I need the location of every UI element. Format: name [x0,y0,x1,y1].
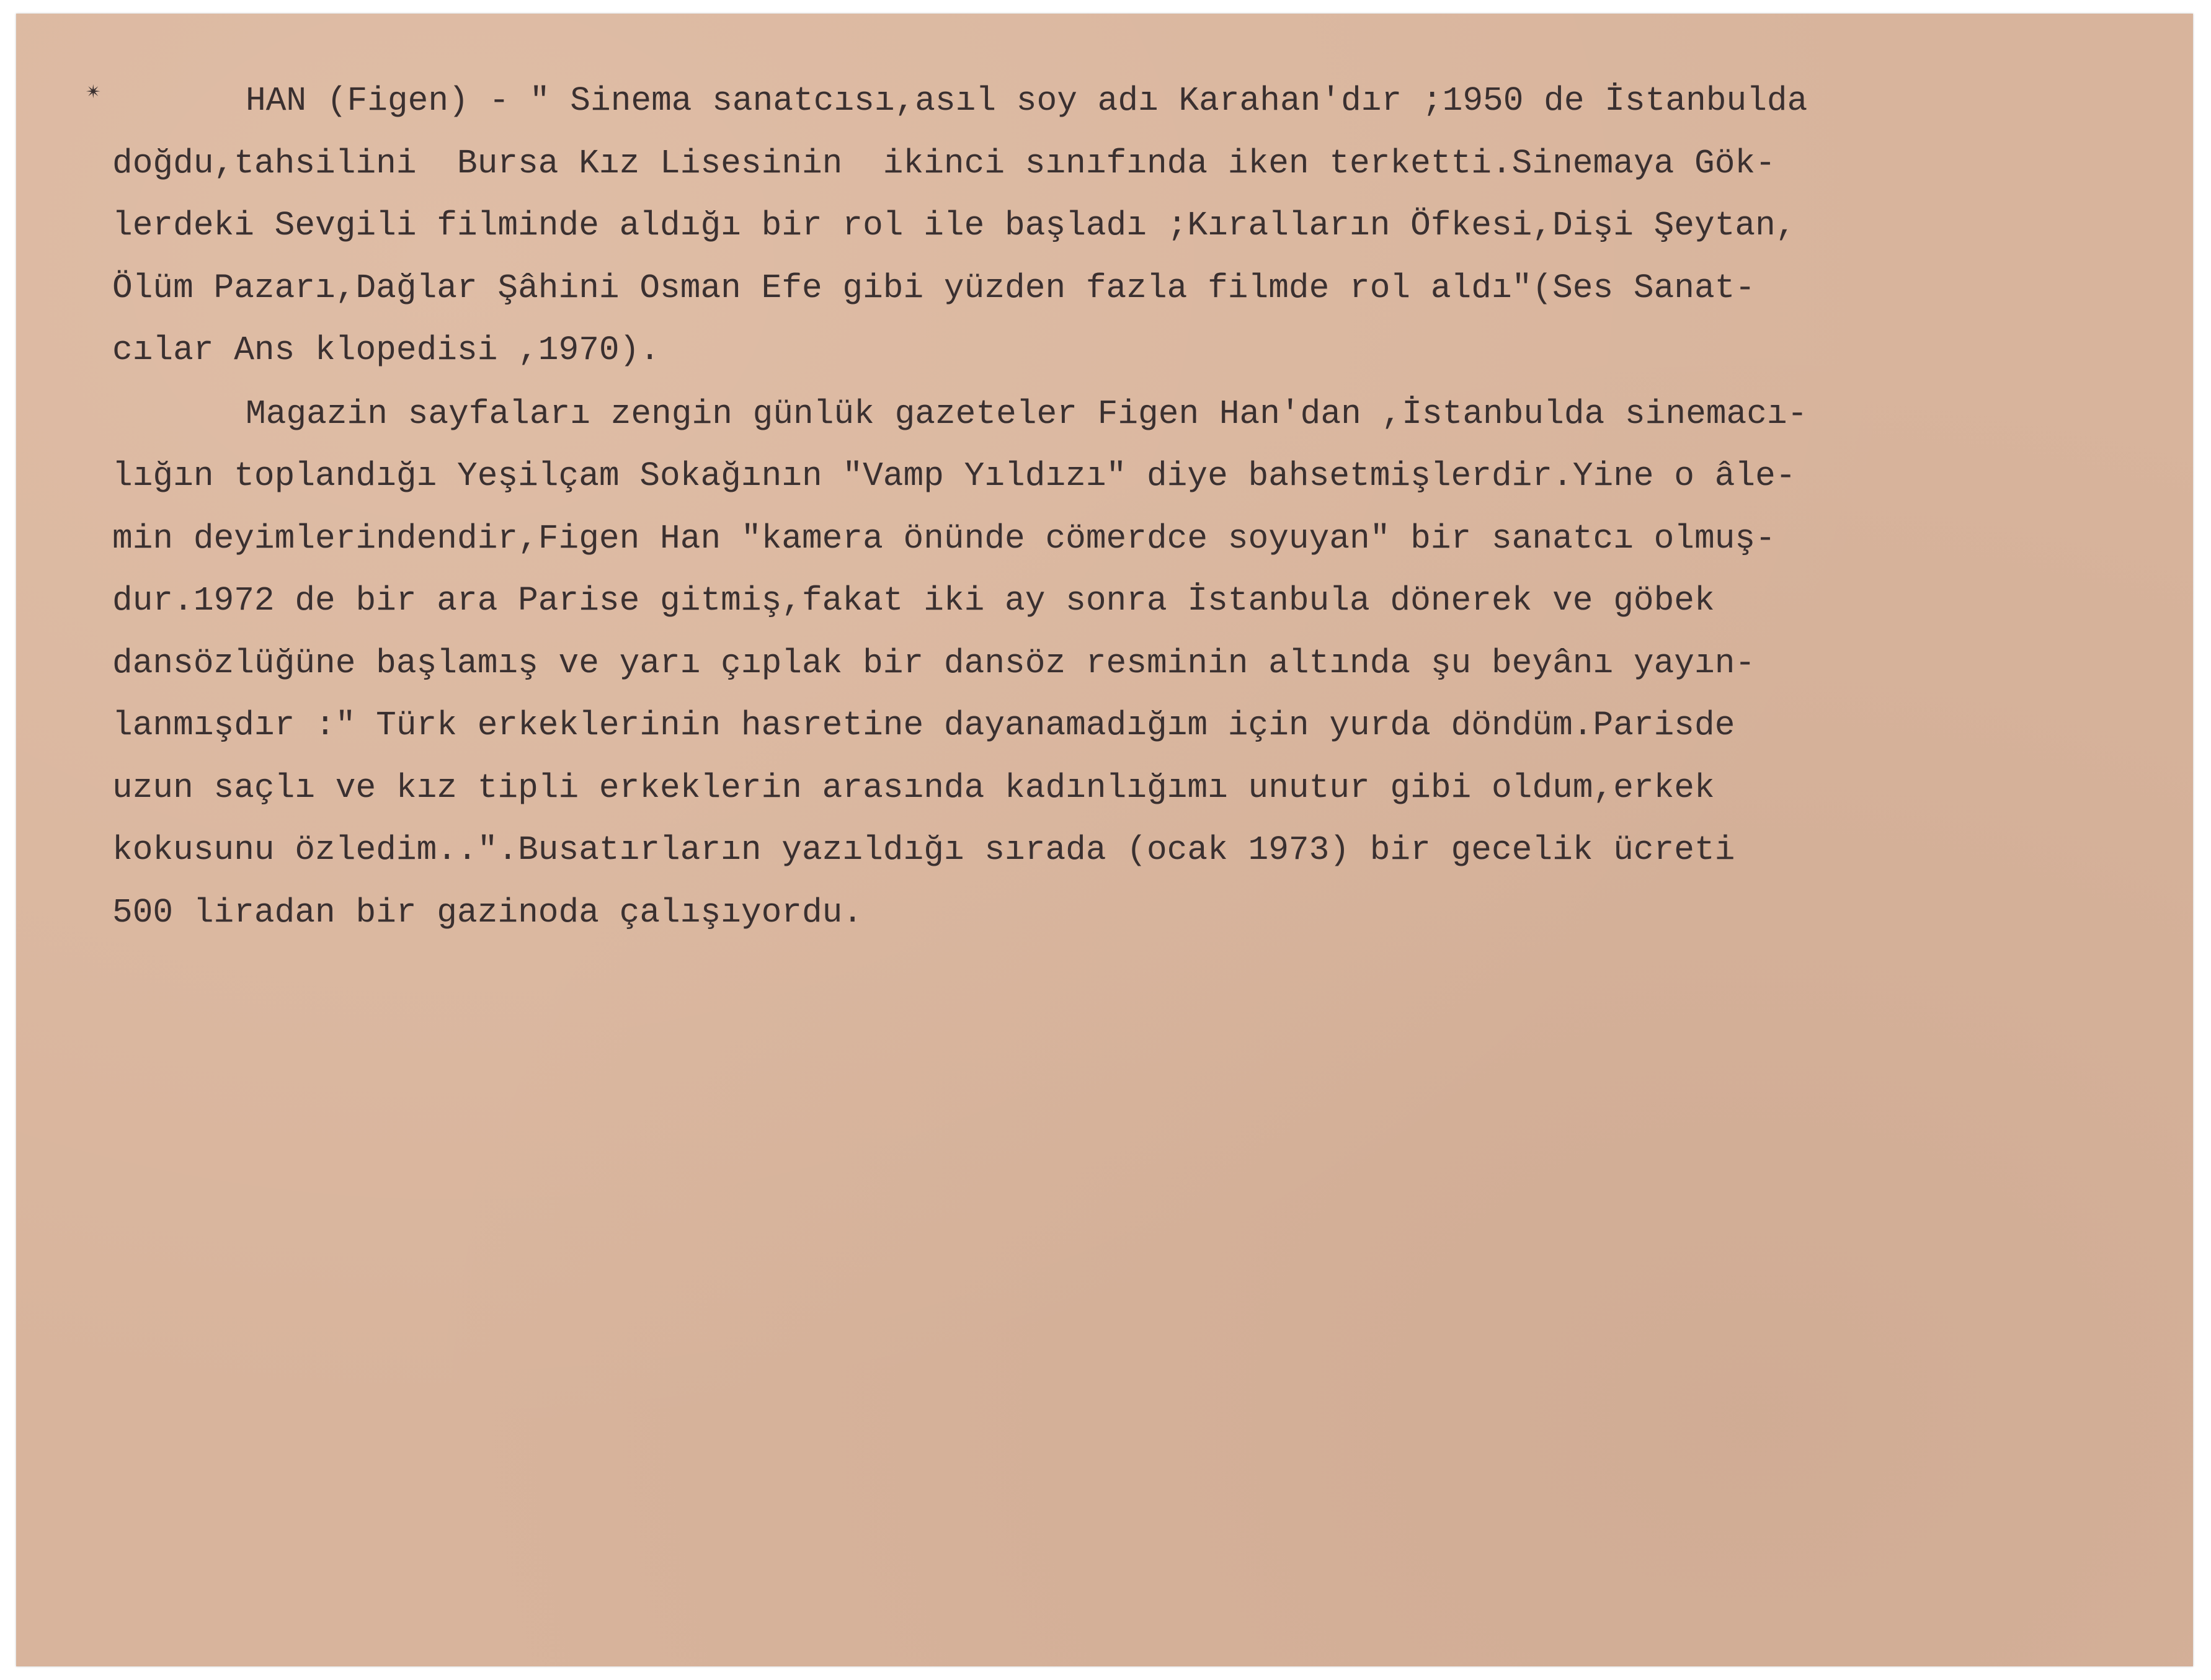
typed-text [112,71,2184,944]
text-line: 500 liradan bir gazinoda çalışıyordu. [112,894,863,932]
text-line: cılar Ans klopedisi ,1970). [112,332,661,370]
text-line: Ölüm Pazarı,Dağlar Şâhini Osman Efe gibi yüzden fazla filmde rol aldı"(Ses Sanat- [112,269,1756,308]
text-line: uzun saçlı ve kız tipli erkeklerin arasında kadınlığımı unutur gibi oldum,erkek [112,769,1715,807]
text-line: lanmışdır :" Türk erkeklerinin hasretine dayanamadığım için yurda döndüm.Parisde [112,707,1735,745]
text-line: Magazin sayfaları zengin günlük gazeteler Figen Han'dan ,İstanbulda sinemacı- [246,395,1808,433]
text-line: min deyimlerindendir,Figen Han "kamera önünde cömerdce soyuyan" bir sanatcı olmuş- [112,520,1776,558]
text-line: dansözlüğüne başlamış ve yarı çıplak bir dansöz resminin altında şu beyânı yayın- [112,644,1756,683]
index-card [16,14,2193,1666]
text-line: dur.1972 de bir ara Parise gitmiş,fakat iki ay sonra İstanbula dönerek ve göbek [112,582,1715,620]
text-line: lığın toplandığı Yeşilçam Sokağının "Vamp Yıldızı" diye bahsetmişlerdir.Yine o âle- [112,458,1796,496]
text-line: lerdeki Sevgili filminde aldığı bir rol ile başladı ;Kıralların Öfkesi,Dişi Şeytan, [112,207,1796,245]
ink-mark: ✴ [86,81,102,103]
text-line: kokusunu özledim..".Busatırların yazıldığı sırada (ocak 1973) bir gecelik ücreti [112,832,1735,869]
text-line: doğdu,tahsilini Bursa Kız Lisesinin ikinci sınıfında iken terketti.Sinemaya Gök- [112,144,1776,183]
text-line: HAN (Figen) - " Sinema sanatcısı,asıl soy adı Karahan'dır ;1950 de İstanbulda [246,82,1808,120]
